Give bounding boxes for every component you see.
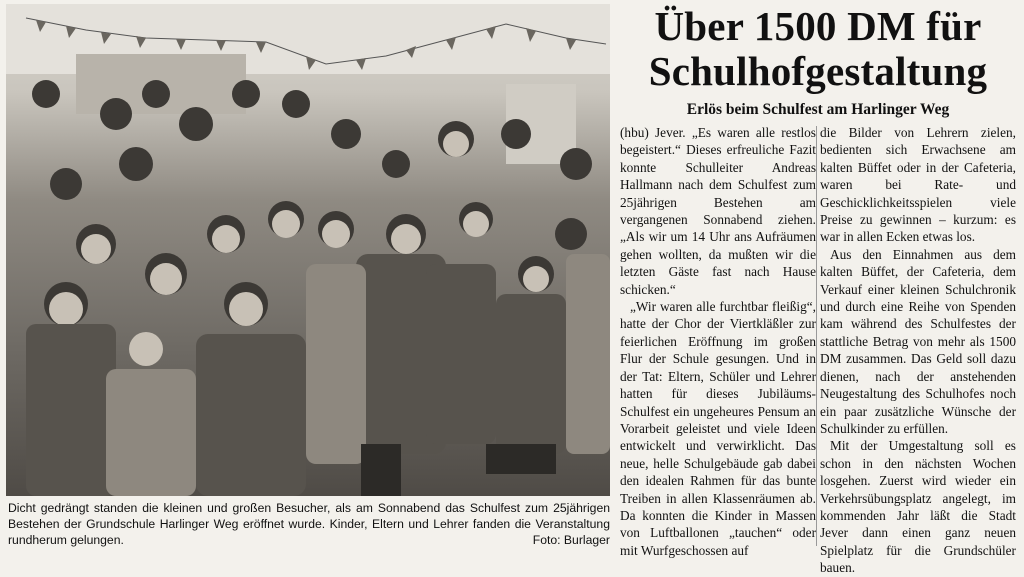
article-headline (616, 4, 1020, 94)
article-subheadline: Erlös beim Schulfest am Harlinger Weg (686, 101, 950, 118)
paragraph: (hbu) Jever. „Es waren alle restlos begeistert.“ Dieses erfreuliche Fazit konnte Schulleiter Andreas Hallmann nach dem Schulfest zum 25jährigen Bestehen am vergangenen Sonnabend ziehen. „Als wir um 14 Uhr ans Aufräumen gehen wollten, da mußten wir die letzten Gäste fast nach Hause schicken.“ (620, 125, 816, 297)
crowd-photo-illustration (6, 4, 610, 496)
paragraph: „Wir waren alle furchtbar fleißig“, hatte der Chor der Viertkläßler zur feierlichen Eröffnung im großen Flur der Schule gesungen. Und in der Tat: Eltern, Schüler und Lehrer hatten für dieses Jubiläums-Schulfest ein ungeheures Pensum an Vorarbeit geleistet und viele Ideen entwickelt und verwirklicht. Das neue, helle Schulgebäude gab dabei den idealen Rahmen für das bunte Treiben in allen Klassenräumen ab. Da konnten die Kinder in Massen von Luftballonen „tauchen“ oder mit Wurfgeschossen auf (620, 299, 816, 558)
newspaper-photo (6, 4, 610, 496)
photo-caption (8, 500, 610, 548)
article-column-2 (820, 124, 1016, 577)
paragraph: die Bilder von Lehrern zielen, bedienten sich Erwachsene am kalten Büffet oder in der Cafeteria, waren bei Rate- und Geschicklichkeitsspielen viele Preise zu gewinnen – kurzum: es war in allen Ecken etwas los. (820, 125, 1016, 245)
photo-credit: Foto: Burlager (532, 533, 610, 547)
column-divider (816, 126, 817, 546)
paragraph: Aus den Einnahmen aus dem kalten Büffet, der Cafeteria, dem Verkauf einer kleinen Schulchronik und durch eine Reihe von Spenden kam während des Schulfestes der stattliche Betrag von mehr als 1500 DM zusammen. Das Geld soll dazu dienen, nach der anstehenden Neugestaltung des Schulhofes noch ein paar zusätzliche Wünsche der Schulkinder zu erfüllen. (820, 246, 1016, 436)
headline-line-2: Schulhofgestaltung (648, 48, 988, 94)
paragraph: Mit der Umgestaltung soll es schon in den nächsten Wochen losgehen. Zuerst wird wieder ein Verkehrsübungsplatz angelegt, im kommenden Jahr läßt die Stadt Jever dann einen ganz neuen Spielplatz für die Grundschüler bauen. (820, 438, 1016, 576)
article-column-1 (620, 124, 816, 559)
headline-line-1: Über 1500 DM für (654, 3, 982, 49)
photo-caption-text: Dicht gedrängt standen die kleinen und großen Besucher, als am Sonnabend das Schulfest zum 25jährigen Bestehen der Grundschule Harlinger Weg eröffnet wurde. Kinder, Eltern und Lehrer fanden die Veranstaltung rundherum gelungen. (8, 501, 610, 547)
